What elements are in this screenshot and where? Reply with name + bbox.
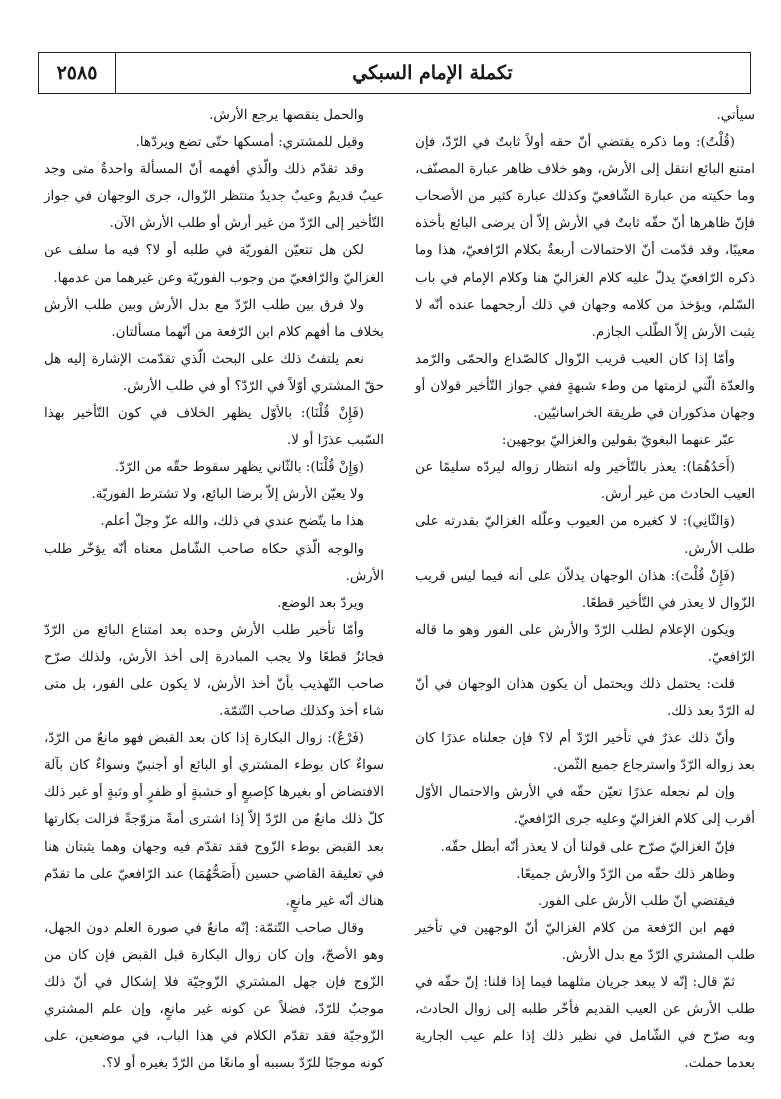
paragraph: (فَإِنْ قُلْنَا): بالأوّل يظهر الخلاف في كون التّأخير بهذا السّبب عذرًا أو لا. [44,406,384,449]
paragraph: (أَحَدُهُمَا): يعذر بالتّأخير وله انتظار زواله ليردّه سليمًا عن العيب الحادث من غير أرش. [415,460,755,503]
paragraph: والحمل ينقصها يرجع الأرش. [209,108,364,123]
paragraph: (وَالثّانِي): لا كغيره من العيوب وعلّله الغزاليّ بقدرته على طلب الأرش. [415,514,755,557]
page-number: ٢٥٨٥ [39,53,116,93]
paragraph: ويكون الإعلام لطلب الرّدّ والأرش على الفور وهو ما قاله الرّافعيّ. [415,622,755,665]
page-header [38,52,751,94]
paragraph: هذا ما يتّضح عندي في ذلك، والله عزّ وجلّ أعلم. [100,514,364,530]
paragraph: فإنّ الغزاليّ صرّح على قولنا أن لا يعذر أنّه أبطل حقّه. [440,839,735,855]
paragraph: لكن هل تتعيّن الفوريّة في طلبه أو لا؟ فيه ما سلف عن الغزاليّ والرّافعيّ من وجوب الفوريّة وعن غيرهما من عدمها. [44,243,384,286]
paragraph: عبّر عنهما البغويّ بقولين والغزاليّ بوجهين: [501,433,735,449]
paragraph: قلت: يحتمل ذلك ويحتمل أن يكون هذان الوجهان في أنّ له الرّدّ بعد ذلك. [415,676,755,720]
paragraph: نعم يلتفتُ ذلك على البحث الّذي تقدّمت الإشارة إليه هل حقّ المشتري أوّلاً في الرّدّ؟ أو في طلب الأرش. [44,351,384,394]
paragraph: ويردّ بعد الوضع. [277,595,364,611]
paragraph: وظاهر ذلك حقّه من الرّدّ والأرش جميعًا. [516,866,735,882]
paragraph: ولا فرق بين طلب الرّدّ مع بدل الأرش وبين طلب الأرش بخلاف ما أفهم كلام ابن الرّفعة من أنّهما مسألتان. [44,297,384,340]
paragraph: وأنّ ذلك عذرٌ في تأخير الرّدّ أم لا؟ فإن جعلناه عذرًا كان بعد زواله الرّدّ واسترجاع جميع الثّمن. [415,731,755,774]
paragraph: وأمّا إذا كان العيب قريب الزّوال كالصّداع والحمّى والرّمد والعدّة الّتي لزمتها من وطء شبهةٍ ففي جواز التّأخير قولان أو وجهان مذكوران في طريقة الخراسانيّين. [415,351,755,422]
paragraph: ثمّ قال: إنّه لا يبعد جريان مثلهما فيما إذا قلنا: إنّ حقّه في طلب الأرش عن العيب القديم فأخّر طلبه إلى زوال الحادث، وبه صرّح في الشّامل في نظير ذلك إذا علم عيب الجارية بعدما حملت. [415,975,755,1072]
paragraph: (وَإِنْ قُلْنَا): بالثّاني يظهر سقوط حقّه من الرّدّ. [114,460,364,476]
paragraph: وأمّا تأخير طلب الأرش وحده بعد امتناع البائع من الرّدّ فجائزٌ قطعًا ولا يجب المبادرة إلى أخذ الأرش، ولذلك صرّح صاحب التّهذيب بأنّ أخذ الأرش، لا يكون على الفور، بل متى شاء أخذ وكذلك صاحب التّتمّة. [44,622,384,720]
left-text-column [44,102,384,1077]
paragraph: ولا يعيّن الأرش إلاّ برضا البائع، ولا تشترط الفوريّة. [91,487,364,503]
paragraph: (قُلْتُ): وما ذكره يقتضي أنّ حقه أولاً ثابتٌ في الرّدّ، فإن امتنع البائع انتقل إلى الأرش، وهو خلاف ظاهر عبارة المصنّف، وما حكيته من عبارة الشّافعيّ وكذلك عبارة كثير من الأصحاب فإنّ ظاهرها أنّ حقّه ثابتٌ في الأرش إلاّ أن يرضى البائع بأخذه معيبًا، وقد قدّمت أنّ الاحتمالات أربعةٌ بكلام الرّافعيّ، هذا وما ذكره الرّافعيّ يدلّ عليه كلام الغزاليّ هنا وكلام الإمام في باب السّلم، ويؤخذ من كلامه وجهان في ذلك أرجحهما عنده أنّه لا يثبت الأرش إلاّ الطّلب الجازم. [415,135,755,340]
paragraph: وإن لم نجعله عذرًا تعيّن حقّه في الأرش والاحتمال الأوّل أقرب إلى كلام الغزاليّ وعليه جرى الرّافعيّ. [415,785,755,828]
paragraph: فيقتضي أنّ طلب الأرش على الفور. [537,893,735,909]
right-text-column [415,102,755,1077]
paragraph: (فَإِنْ قُلْتَ): هذان الوجهان يدلاّن على أنه فيما ليس قريب الزّوال لا يعذر في التّأخير قطعًا. [415,568,755,611]
paragraph: والوجه الّذي حكاه صاحب الشّامل معناه أنّه يؤخّر طلب الأرش. [44,541,384,584]
book-title: تكملة الإمام السبكي [352,62,513,84]
paragraph: وقيل للمشتري: أمسكها حتّى تضع ويردّها. [135,135,364,151]
paragraph: وقد تقدّم ذلك والّذي أفهمه أنّ المسألة واحدةٌ متى وجد عيبٌ قديمٌ وعيبٌ جديدٌ منتظر الزّوال، جرى الوجهان في جواز التّأخير إلى الرّدّ من غير أرش أو طلب الأرش الآن. [44,162,384,232]
paragraph: فهم ابن الرّفعة من كلام الغزاليّ أنّ الوجهين في تأخير طلب المشتري الرّدّ مع بدل الأرش. [415,920,755,963]
paragraph: (فَرْعٌ): زوال البكارة إذا كان بعد القبض فهو مانعٌ من الرّدّ، سواءٌ كان بوطء المشتري أو البائع أو أجنبيّ وسواءٌ كان بآلة الافتضاض أو بغيرها كإصبعٍ أو خشبةٍ أو ظفرٍ أو وثبةٍ أو غير ذلك كلّ ذلك مانعٌ من الرّدّ إلاّ إذا اشترى أمةً مزوّجةً فزالت بكارتها بعد القبض بوطء الزّوج فقد تقدّم فيه وجهان وهما يثبتان هنا في تعليقة القاضي حسين (أَصَحُّهُمَا) عند الرّافعيّ على ما تقدّم هناك أنّه غير مانعٍ. [44,731,384,909]
paragraph: وقال صاحب التّتمّة: إنّه مانعٌ في صورة العلم دون الجهل، وهو الأصحّ، وإن كان زوال البكارة قبل القبض فإن كان من الزّوج فإن جهل المشتري الزّوجيّة فلا إشكال في أنّ ذلك موجبٌ للرّدّ، فضلاً عن كونه غير مانعٍ، وإن علم المشتري الزّوجيّة فقد تقدّم الكلام في هذا الباب، في موضعين، على كونه موجبًا للرّدّ بسببه أو مانعًا من الرّدّ بغيره أو لا؟. [44,920,384,1072]
paragraph: سيأتي. [716,108,755,123]
